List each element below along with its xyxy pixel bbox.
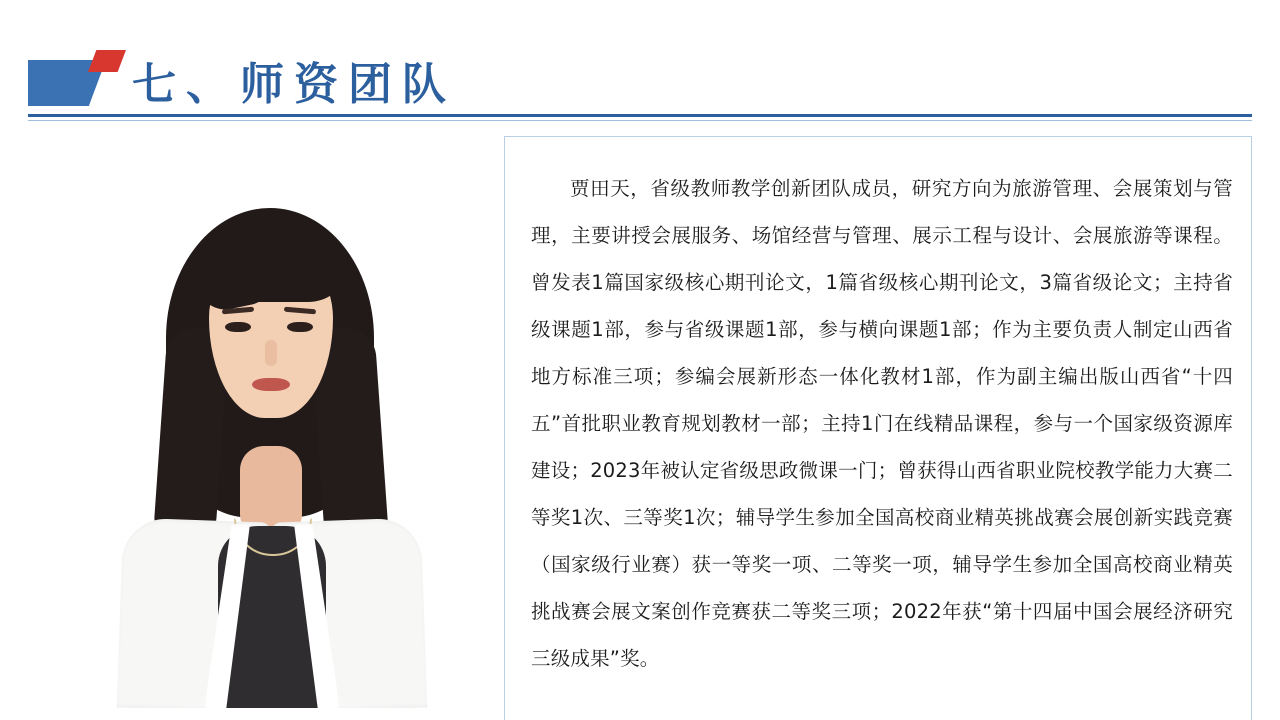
page-title: 七、师资团队 xyxy=(132,59,456,110)
header-divider-secondary xyxy=(28,120,1252,121)
slide-header xyxy=(0,0,1280,128)
teacher-portrait-photo xyxy=(68,188,464,708)
bio-panel xyxy=(504,136,1252,720)
eye-left xyxy=(225,322,251,332)
portrait-container xyxy=(68,188,464,708)
eye-right xyxy=(287,322,313,332)
red-parallelogram-icon xyxy=(88,50,126,72)
mouth xyxy=(252,378,290,391)
header-decoration xyxy=(28,50,118,105)
nose xyxy=(265,340,277,366)
teacher-bio-text: 贾田天，省级教师教学创新团队成员，研究方向为旅游管理、会展策划与管理，主要讲授会展服务、场馆经营与管理、展示工程与设计、会展旅游等课程。曾发表1篇国家级核心期刊论文，1篇省级核心期刊论文，3篇省级论文；主持省级课题1部，参与省级课题1部，参与横向课题1部；作为主要负责人制定山西省地方标准三项；参编会展新形态一体化教材1部，作为副主编出版山西省“十四五”首批职业教育规划教材一部；主持1门在线精品课程，参与一个国家级资源库建设；2023年被认定省级思政微课一门；曾获得山西省职业院校教学能力大赛二等奖1次、三等奖1次；辅导学生参加全国高校商业精英挑战赛会展创新实践竞赛（国家级行业赛）获一等奖一项、二等奖一项，辅导学生参加全国高校商业精英挑战赛会展文案创作竞赛获二等奖三项；2022年获“第十四届中国会展经济研究三级成果”奖。 xyxy=(531,177,1233,670)
header-divider xyxy=(28,114,1252,117)
